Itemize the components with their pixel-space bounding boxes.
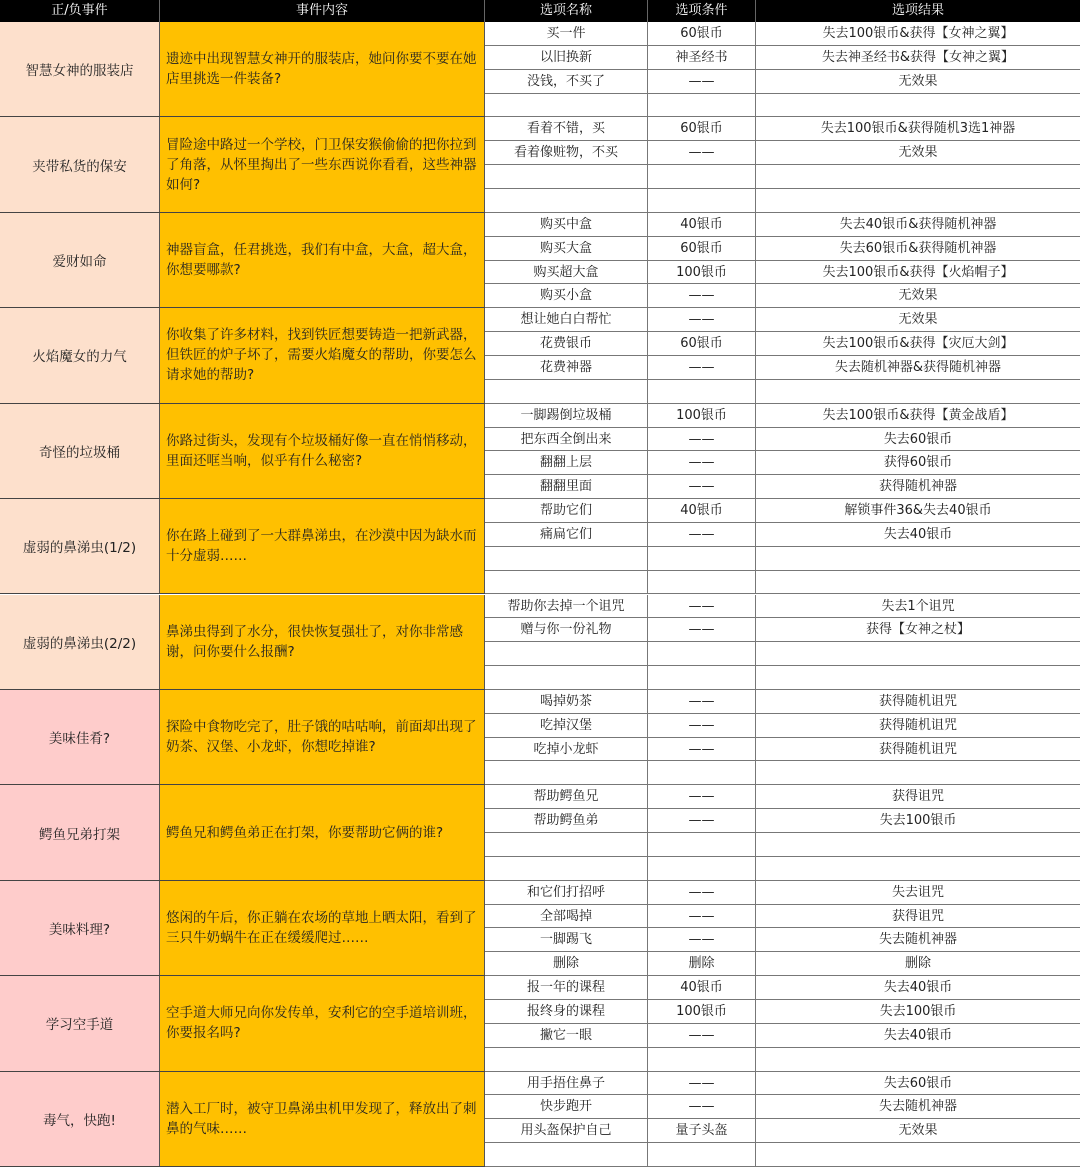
- option-name: 帮助你去掉一个诅咒: [485, 595, 648, 618]
- option-name: 用头盔保护自己: [485, 1119, 648, 1142]
- option-row: [485, 785, 1080, 809]
- option-result: 失去100银币&获得【黄金战盾】: [822, 407, 1014, 423]
- option-result: 失去40银币: [883, 1027, 953, 1043]
- option-row: [485, 714, 1080, 738]
- option-row: [485, 642, 1080, 666]
- option-condition: [648, 1048, 756, 1071]
- option-condition: ——: [648, 523, 756, 546]
- option-row: [485, 499, 1080, 523]
- header-event-content: 事件内容: [160, 0, 485, 22]
- option-row: [485, 404, 1080, 428]
- option-condition: 60银币: [648, 117, 756, 140]
- option-name: 没钱，不买了: [485, 70, 648, 93]
- option-row: [485, 1048, 1080, 1072]
- option-row: [485, 738, 1080, 762]
- option-result: [756, 761, 1080, 784]
- option-result: 无效果: [898, 145, 938, 161]
- option-name: 赠与你一份礼物: [485, 618, 648, 641]
- option-row: [485, 332, 1080, 356]
- option-row: [485, 117, 1080, 141]
- option-condition: [648, 642, 756, 665]
- option-row: [485, 881, 1080, 905]
- option-result: [756, 833, 1080, 856]
- option-condition: ——: [648, 618, 756, 641]
- option-name: 看着像赃物，不买: [485, 141, 648, 164]
- option-name: [485, 833, 648, 856]
- option-name: [485, 94, 648, 117]
- option-result: 获得60银币: [883, 455, 953, 471]
- event-name: 火焰魔女的力气: [0, 308, 160, 402]
- option-condition: ——: [648, 714, 756, 737]
- header-option-result: 选项结果: [756, 0, 1080, 22]
- event-content: 遗迹中出现智慧女神开的服装店，她问你要不要在她店里挑选一件装备?: [160, 22, 485, 116]
- option-condition: [648, 666, 756, 689]
- option-result: 失去1个诅咒: [881, 598, 955, 614]
- event-name: 夹带私货的保安: [0, 117, 160, 211]
- option-result: 无效果: [898, 312, 938, 328]
- option-row: [485, 284, 1080, 308]
- option-condition: 量子头盔: [648, 1119, 756, 1142]
- event-content: 你在路上碰到了一大群鼻涕虫，在沙漠中因为缺水而十分虚弱……: [160, 499, 485, 593]
- option-row: [485, 666, 1080, 690]
- option-row: [485, 356, 1080, 380]
- option-condition: ——: [648, 141, 756, 164]
- option-name: [485, 1048, 648, 1071]
- option-name: 吃掉汉堡: [485, 714, 648, 737]
- event-name: 学习空手道: [0, 976, 160, 1070]
- option-row: [485, 46, 1080, 70]
- option-name: 翻翻上层: [485, 451, 648, 474]
- option-condition: [648, 165, 756, 188]
- option-row: [485, 94, 1080, 118]
- option-condition: 删除: [648, 952, 756, 975]
- event-name: 智慧女神的服装店: [0, 22, 160, 116]
- option-name: 删除: [485, 952, 648, 975]
- event-name: 虚弱的鼻涕虫(1/2): [0, 499, 160, 593]
- option-name: [485, 547, 648, 570]
- option-result: [756, 380, 1080, 403]
- option-condition: ——: [648, 70, 756, 93]
- option-row: [485, 22, 1080, 46]
- event-group: [0, 404, 1080, 499]
- option-name: [485, 666, 648, 689]
- event-group: [0, 881, 1080, 976]
- option-condition: 60银币: [648, 332, 756, 355]
- option-condition: ——: [648, 690, 756, 713]
- option-name: 以旧换新: [485, 46, 648, 69]
- option-condition: ——: [648, 785, 756, 808]
- option-row: [485, 213, 1080, 237]
- option-condition: ——: [648, 595, 756, 618]
- option-name: [485, 571, 648, 594]
- event-group: [0, 308, 1080, 403]
- option-condition: [648, 189, 756, 212]
- option-name: [485, 857, 648, 880]
- option-condition: ——: [648, 356, 756, 379]
- option-condition: 100银币: [648, 261, 756, 284]
- option-row: [485, 1072, 1080, 1096]
- option-result: 失去100银币&获得【火焰帽子】: [822, 264, 1014, 280]
- option-row: [485, 380, 1080, 404]
- option-name: 报一年的课程: [485, 976, 648, 999]
- option-row: [485, 571, 1080, 595]
- option-row: [485, 1000, 1080, 1024]
- option-condition: 40银币: [648, 976, 756, 999]
- option-name: 帮助鳄鱼弟: [485, 809, 648, 832]
- event-name: 美味料理?: [0, 881, 160, 975]
- option-row: [485, 451, 1080, 475]
- option-result: [756, 165, 1080, 188]
- option-result: 失去随机神器: [878, 932, 957, 948]
- option-condition: [648, 833, 756, 856]
- option-row: [485, 618, 1080, 642]
- option-name: 花费神器: [485, 356, 648, 379]
- event-content: 悠闲的午后，你正躺在农场的草地上晒太阳，看到了三只牛奶蜗牛在正在缓缓爬过……: [160, 881, 485, 975]
- option-result: 获得随机神器: [878, 479, 957, 495]
- option-result: 删除: [904, 956, 931, 972]
- option-result: [756, 189, 1080, 212]
- option-condition: ——: [648, 738, 756, 761]
- option-result: 无效果: [898, 288, 938, 304]
- event-name: 奇怪的垃圾桶: [0, 404, 160, 498]
- option-result: [756, 571, 1080, 594]
- header-option-name: 选项名称: [485, 0, 648, 22]
- option-result: 失去40银币&获得随机神器: [839, 216, 997, 232]
- option-row: [485, 1024, 1080, 1048]
- option-result: 获得【女神之杖】: [865, 622, 970, 638]
- option-result: 无效果: [898, 1123, 938, 1139]
- event-content: 潜入工厂时，被守卫鼻涕虫机甲发现了，释放出了刺鼻的气味……: [160, 1072, 485, 1166]
- event-group: [0, 976, 1080, 1071]
- option-result: 获得诅咒: [891, 908, 944, 924]
- option-row: [485, 428, 1080, 452]
- option-result: 获得诅咒: [891, 789, 944, 805]
- option-result: 获得随机诅咒: [878, 693, 957, 709]
- option-row: [485, 237, 1080, 261]
- option-condition: ——: [648, 809, 756, 832]
- option-name: 撇它一眼: [485, 1024, 648, 1047]
- event-name: 鳄鱼兄弟打架: [0, 785, 160, 879]
- option-condition: 100银币: [648, 1000, 756, 1023]
- event-name: 爱财如命: [0, 213, 160, 307]
- option-name: 买一件: [485, 22, 648, 45]
- option-name: 和它们打招呼: [485, 881, 648, 904]
- option-row: [485, 905, 1080, 929]
- option-result: 解锁事件36&失去40银币: [844, 503, 992, 519]
- option-condition: ——: [648, 1095, 756, 1118]
- option-name: 想让她白白帮忙: [485, 308, 648, 331]
- option-result: 失去100银币&获得随机3选1神器: [820, 121, 1016, 137]
- option-result: [756, 1143, 1080, 1166]
- option-result: [756, 1048, 1080, 1071]
- event-content: 探险中食物吃完了，肚子饿的咕咕响，前面却出现了奶茶、汉堡、小龙虾，你想吃掉谁?: [160, 690, 485, 784]
- option-condition: [648, 761, 756, 784]
- option-name: [485, 642, 648, 665]
- option-name: 痛扁它们: [485, 523, 648, 546]
- option-name: [485, 165, 648, 188]
- option-condition: 神圣经书: [648, 46, 756, 69]
- header-event-type: 正/负事件: [0, 0, 160, 22]
- option-condition: [648, 857, 756, 880]
- option-name: [485, 380, 648, 403]
- option-name: 花费银币: [485, 332, 648, 355]
- option-row: [485, 833, 1080, 857]
- option-result: 失去随机神器&获得随机神器: [834, 359, 1002, 375]
- option-result: 失去神圣经书&获得【女神之翼】: [821, 49, 1015, 65]
- option-row: [485, 928, 1080, 952]
- event-group: [0, 117, 1080, 212]
- option-result: 失去60银币: [883, 1075, 953, 1091]
- option-condition: ——: [648, 1024, 756, 1047]
- option-row: [485, 165, 1080, 189]
- option-name: 快步跑开: [485, 1095, 648, 1118]
- event-group: [0, 213, 1080, 308]
- option-condition: [648, 1143, 756, 1166]
- option-name: 购买超大盒: [485, 261, 648, 284]
- event-group: [0, 595, 1080, 690]
- option-row: [485, 809, 1080, 833]
- event-group: [0, 785, 1080, 880]
- event-content: 你收集了许多材料，找到铁匠想要铸造一把新武器，但铁匠的炉子坏了，需要火焰魔女的帮助，你要怎么请求她的帮助?: [160, 308, 485, 402]
- option-result: 获得随机诅咒: [878, 717, 957, 733]
- option-name: 吃掉小龙虾: [485, 738, 648, 761]
- option-result: 获得随机诅咒: [878, 741, 957, 757]
- event-name: 虚弱的鼻涕虫(2/2): [0, 595, 160, 689]
- option-result: [756, 666, 1080, 689]
- option-name: 报终身的课程: [485, 1000, 648, 1023]
- option-name: 用手捂住鼻子: [485, 1072, 648, 1095]
- option-row: [485, 523, 1080, 547]
- option-result: 失去诅咒: [891, 884, 944, 900]
- option-name: 购买大盒: [485, 237, 648, 260]
- option-condition: 40银币: [648, 213, 756, 236]
- option-name: 全部喝掉: [485, 905, 648, 928]
- option-condition: 60银币: [648, 237, 756, 260]
- option-result: 失去100银币: [879, 813, 957, 829]
- option-condition: ——: [648, 881, 756, 904]
- option-name: 看着不错，买: [485, 117, 648, 140]
- option-name: 帮助鳄鱼兄: [485, 785, 648, 808]
- option-condition: ——: [648, 928, 756, 951]
- option-result: [756, 94, 1080, 117]
- option-condition: 100银币: [648, 404, 756, 427]
- option-result: 失去100银币&获得【灾厄大剑】: [822, 336, 1014, 352]
- event-content: 鼻涕虫得到了水分，很快恢复强壮了，对你非常感谢，问你要什么报酬?: [160, 595, 485, 689]
- event-content: 冒险途中路过一个学校，门卫保安猴偷偷的把你拉到了角落，从怀里掏出了一些东西说你看看，这些神器如何?: [160, 117, 485, 211]
- option-name: 把东西全倒出来: [485, 428, 648, 451]
- option-row: [485, 690, 1080, 714]
- option-result: 失去60银币&获得随机神器: [839, 240, 997, 256]
- option-name: [485, 761, 648, 784]
- option-row: [485, 189, 1080, 213]
- option-name: 购买小盒: [485, 284, 648, 307]
- option-row: [485, 1143, 1080, 1167]
- option-name: [485, 189, 648, 212]
- option-name: 帮助它们: [485, 499, 648, 522]
- option-condition: [648, 380, 756, 403]
- option-name: 购买中盒: [485, 213, 648, 236]
- option-condition: ——: [648, 1072, 756, 1095]
- event-group: [0, 22, 1080, 117]
- option-result: [756, 642, 1080, 665]
- option-condition: ——: [648, 475, 756, 498]
- option-result: [756, 857, 1080, 880]
- option-condition: ——: [648, 905, 756, 928]
- event-content: 你路过街头，发现有个垃圾桶好像一直在悄悄移动，里面还哐当响，似乎有什么秘密?: [160, 404, 485, 498]
- option-condition: ——: [648, 308, 756, 331]
- option-result: [756, 547, 1080, 570]
- event-name: 美味佳肴?: [0, 690, 160, 784]
- option-name: 一脚踢倒垃圾桶: [485, 404, 648, 427]
- option-result: 失去100银币&获得【女神之翼】: [822, 26, 1014, 41]
- option-condition: [648, 571, 756, 594]
- option-condition: [648, 94, 756, 117]
- option-condition: 40银币: [648, 499, 756, 522]
- option-result: 无效果: [898, 73, 938, 89]
- event-group: [0, 1072, 1080, 1167]
- event-content: 空手道大师兄向你发传单，安利它的空手道培训班，你要报名吗?: [160, 976, 485, 1070]
- option-result: 失去60银币: [883, 431, 953, 447]
- option-condition: ——: [648, 428, 756, 451]
- option-condition: ——: [648, 284, 756, 307]
- option-name: 一脚踢飞: [485, 928, 648, 951]
- event-content: 神器盲盒，任君挑选，我们有中盒，大盒，超大盒，你想要哪款?: [160, 213, 485, 307]
- option-row: [485, 761, 1080, 785]
- option-row: [485, 1095, 1080, 1119]
- option-name: 翻翻里面: [485, 475, 648, 498]
- option-row: [485, 261, 1080, 285]
- option-condition: ——: [648, 451, 756, 474]
- event-content: 鳄鱼兄和鳄鱼弟正在打架，你要帮助它俩的谁?: [160, 785, 485, 879]
- option-row: [485, 595, 1080, 619]
- option-result: 失去100银币: [879, 1004, 957, 1019]
- option-condition: 60银币: [648, 22, 756, 45]
- option-result: 失去随机神器: [878, 1099, 957, 1115]
- option-row: [485, 70, 1080, 94]
- option-row: [485, 547, 1080, 571]
- option-row: [485, 857, 1080, 881]
- option-result: 失去40银币: [883, 526, 953, 542]
- event-name: 毒气，快跑!: [0, 1072, 160, 1166]
- option-row: [485, 1119, 1080, 1143]
- header-option-condition: 选项条件: [648, 0, 756, 22]
- option-row: [485, 952, 1080, 976]
- option-row: [485, 308, 1080, 332]
- option-row: [485, 475, 1080, 499]
- option-result: 失去40银币: [883, 980, 953, 996]
- option-condition: [648, 547, 756, 570]
- option-name: [485, 1143, 648, 1166]
- option-name: 喝掉奶茶: [485, 690, 648, 713]
- option-row: [485, 976, 1080, 1000]
- event-group: [0, 690, 1080, 785]
- option-row: [485, 141, 1080, 165]
- event-group: [0, 499, 1080, 594]
